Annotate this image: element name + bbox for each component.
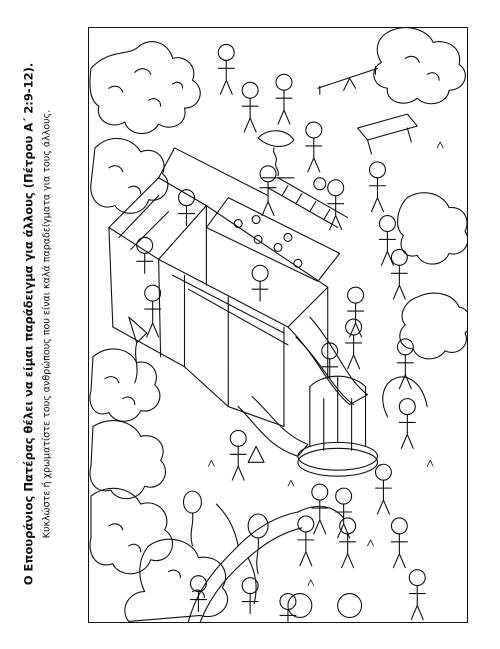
illustration-frame — [88, 27, 468, 623]
playground-illustration — [89, 28, 467, 622]
caption-block — [22, 24, 55, 624]
picnic-bench — [358, 114, 418, 154]
jump-rope — [383, 377, 427, 416]
tree-canopy-bottom — [90, 488, 228, 621]
misc-objects — [129, 178, 362, 618]
tree-canopy-left — [90, 349, 166, 499]
play-structure — [109, 148, 368, 456]
page-title: Ο Επουράνιος Πατέρας θέλει να είμαι παράδειγμα για άλλους (Πέτρου Α΄ 2:9-12). — [21, 62, 36, 586]
spring-rider — [258, 131, 294, 178]
seesaw — [318, 66, 378, 94]
instructions-text: Κυκλώστε ή χρωματίστε τους ανθρώπους που είναι καλά παραδείγματα για τους άλλους. — [41, 109, 53, 539]
tree-canopy-top-left — [90, 42, 200, 214]
bushes-right — [374, 28, 467, 359]
merry-go-round — [298, 376, 378, 476]
grass — [208, 142, 443, 586]
